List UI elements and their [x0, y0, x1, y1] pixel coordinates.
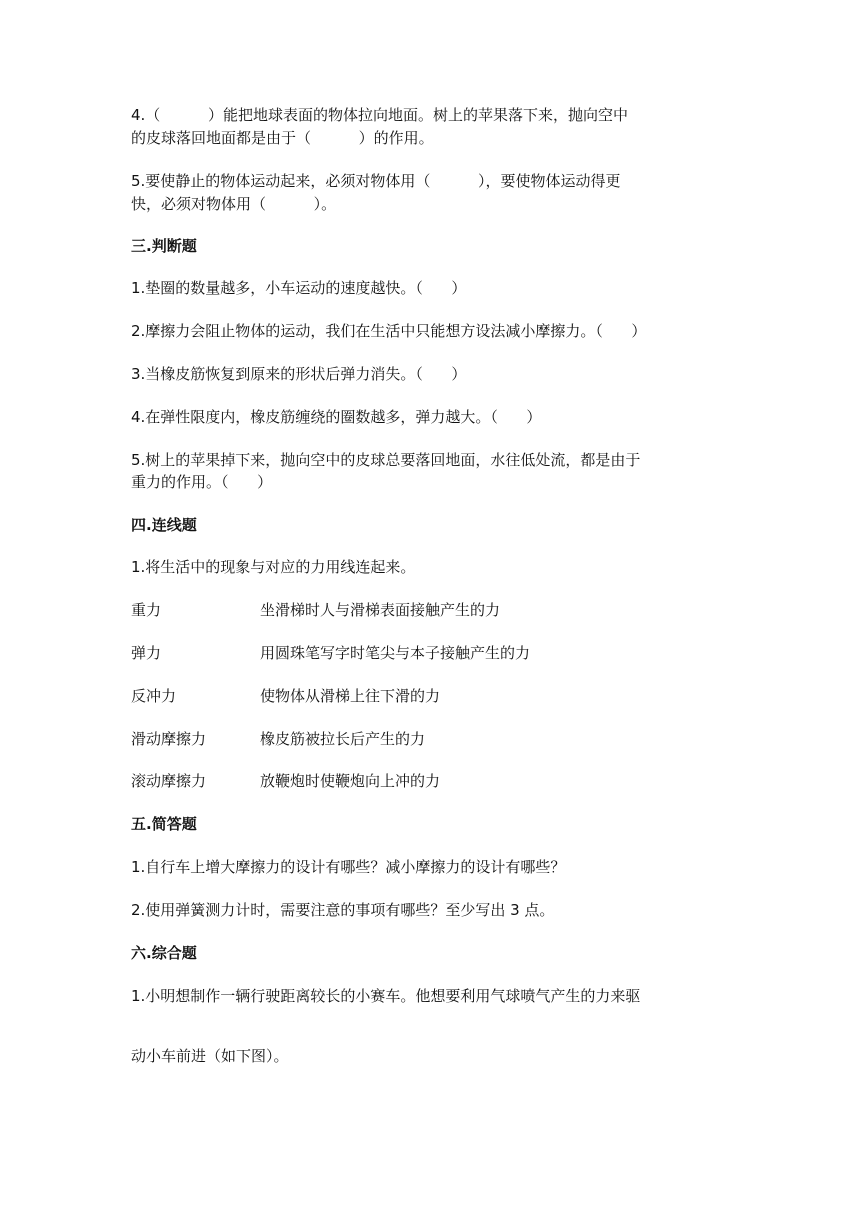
fill-blank-q5-line1: 5.要使静止的物体运动起来，必须对物体用（ ），要使物体运动得更: [131, 172, 621, 190]
fill-blank-q5-line2: 快，必须对物体用（ ）。: [131, 195, 337, 213]
judge-item-5-line2: 重力的作用。（ ）: [131, 473, 273, 491]
short-answer-item-2: 2.使用弹簧测力计时，需要注意的事项有哪些？至少写出 3 点。: [131, 901, 555, 919]
comprehensive-item-1-line1: 1.小明想制作一辆行驶距离较长的小赛车。他想要利用气球喷气产生的力来驱: [131, 987, 641, 1005]
section-heading-short-answer: 五.简答题: [131, 815, 197, 833]
fill-blank-q4-line1: 4.（ ）能把地球表面的物体拉向地面。树上的苹果落下来，抛向空中: [131, 106, 628, 124]
matching-phenomenon-label: 用圆珠笔写字时笔尖与本子接触产生的力: [260, 644, 531, 662]
section-heading-judge: 三.判断题: [131, 237, 197, 255]
matching-question: 1.将生活中的现象与对应的力用线连起来。: [131, 558, 416, 576]
fill-blank-q4-line2: 的皮球落回地面都是由于（ ）的作用。: [131, 129, 434, 147]
matching-force-label: 重力: [131, 601, 162, 619]
matching-phenomenon-label: 放鞭炮时使鞭炮向上冲的力: [260, 772, 441, 790]
judge-item-4: 4.在弹性限度内，橡皮筋缠绕的圈数越多，弹力越大。（ ）: [131, 408, 542, 426]
matching-force-label: 反冲力: [131, 687, 177, 705]
matching-force-label: 滑动摩擦力: [131, 730, 207, 748]
judge-item-1: 1.垫圈的数量越多，小车运动的速度越快。（ ）: [131, 279, 467, 297]
matching-phenomenon-label: 坐滑梯时人与滑梯表面接触产生的力: [260, 601, 501, 619]
section-heading-matching: 四.连线题: [131, 516, 197, 534]
judge-item-5-line1: 5.树上的苹果掉下来，抛向空中的皮球总要落回地面，水往低处流，都是由于: [131, 451, 641, 469]
short-answer-item-1: 1.自行车上增大摩擦力的设计有哪些？减小摩擦力的设计有哪些？: [131, 858, 566, 876]
judge-item-2: 2.摩擦力会阻止物体的运动，我们在生活中只能想方设法减小摩擦力。（ ）: [131, 322, 647, 340]
judge-item-3: 3.当橡皮筋恢复到原来的形状后弹力消失。（ ）: [131, 365, 467, 383]
matching-phenomenon-label: 使物体从滑梯上往下滑的力: [260, 687, 441, 705]
comprehensive-item-1-line2: 动小车前进（如下图）。: [131, 1047, 289, 1065]
matching-force-label: 滚动摩擦力: [131, 772, 207, 790]
section-heading-comprehensive: 六.综合题: [131, 944, 197, 962]
matching-force-label: 弹力: [131, 644, 162, 662]
matching-phenomenon-label: 橡皮筋被拉长后产生的力: [260, 730, 426, 748]
